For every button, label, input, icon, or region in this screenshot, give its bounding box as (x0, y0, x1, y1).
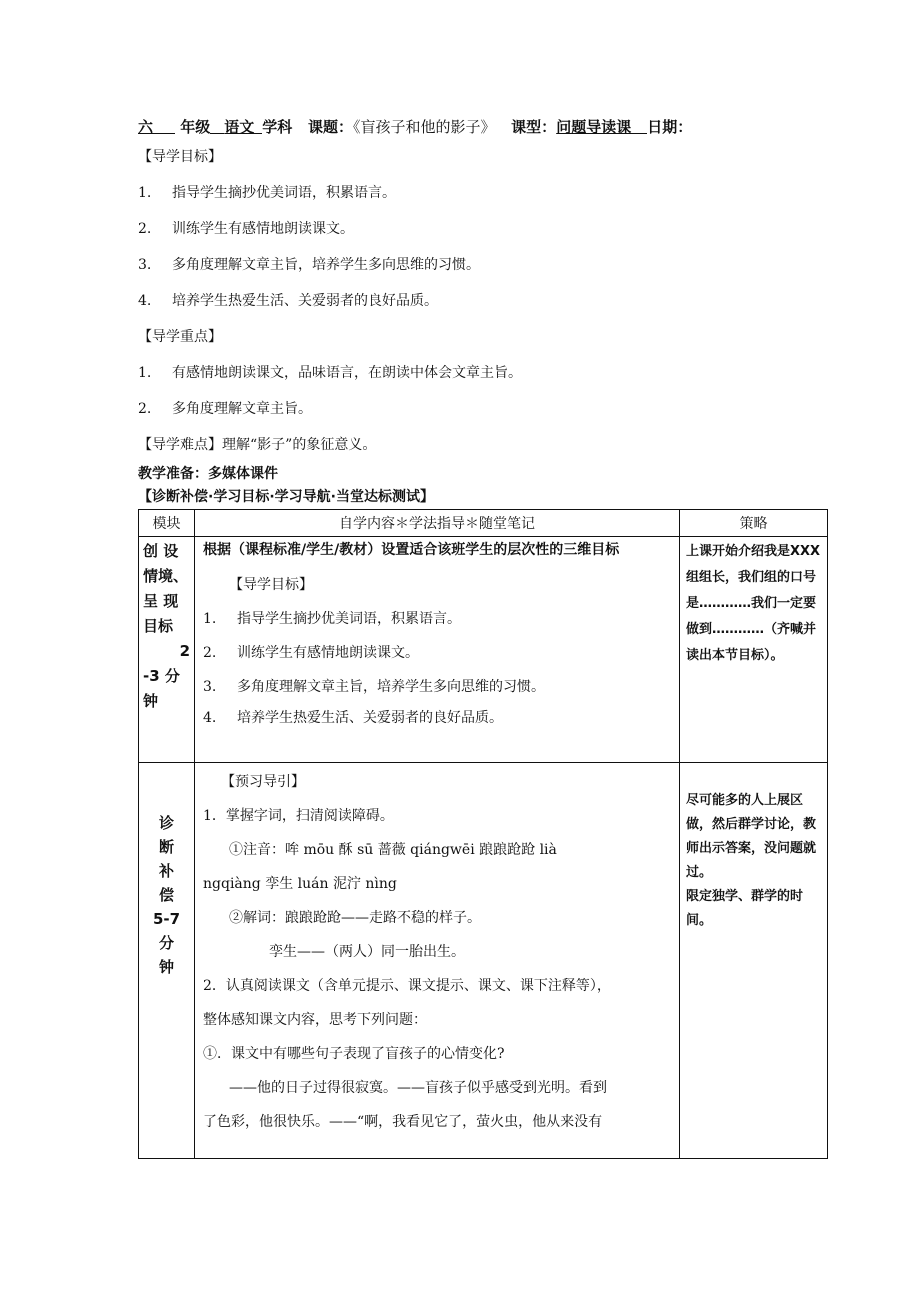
module-line: 断 (158, 838, 174, 856)
module-line: 钟 (143, 692, 159, 710)
goal-item (203, 704, 673, 732)
goals-heading-in-table: 【导学目标】 (229, 577, 313, 593)
content-cell (195, 537, 680, 763)
grade-value: 六 (138, 118, 154, 136)
module-line: 分 (158, 934, 174, 952)
intro-text: 根据（课程标准/学生/教材）设置适合该班学生的层次性的三维目标 (203, 542, 620, 558)
module-line: 目标 (143, 617, 174, 635)
keypoint-num: 1. (138, 365, 152, 381)
strategy-cell (680, 763, 828, 1159)
goal-text: 多角度理解文章主旨，培养学生多向思维的习惯。 (237, 679, 545, 695)
flow-title: 【诊断补偿·学习目标·学习导航·当堂达标测试】 (138, 489, 434, 505)
goal-text: 培养学生热爱生活、关爱弱者的良好品质。 (237, 710, 503, 726)
goal-num: 4. (138, 293, 152, 309)
type-value: 问题导读课 (556, 118, 632, 136)
keypoint-item (138, 362, 522, 382)
goal-num: 2. (138, 221, 152, 237)
difficulty-line (138, 434, 376, 454)
goal-item (138, 254, 480, 274)
subject-value: 语文 (224, 118, 255, 136)
difficulty-heading: 【导学难点】 (138, 437, 222, 453)
lesson-header (138, 116, 838, 137)
keypoint-num: 2. (138, 401, 152, 417)
goal-text: 多角度理解文章主旨，培养学生多向思维的习惯。 (172, 257, 480, 273)
goal-text: 指导学生摘抄优美词语，积累语言。 (237, 611, 461, 627)
module-line: 呈 现 (143, 592, 179, 610)
table-header-row (139, 510, 828, 537)
table-row (139, 763, 828, 1159)
header-strategy: 策略 (680, 510, 828, 537)
goal-item (203, 636, 673, 670)
header-module: 模块 (139, 510, 195, 537)
module-line: 5-7 (152, 910, 181, 928)
module-line: 诊 (158, 814, 174, 832)
preview-heading: 【预习导引】 (221, 774, 305, 790)
goal-num: 1. (138, 185, 152, 201)
answer-line: ——他的日子过得很寂寞。——盲孩子似乎感受到光明。看到 (229, 1080, 607, 1096)
teaching-prep: 教学准备：多媒体课件 (138, 466, 278, 482)
preview-item: 整体感知课文内容，思考下列问题： (203, 1012, 427, 1028)
phonetic-line: ①注音：哞 mōu 酥 sū 蔷薇 qiángwēi 踉踉跄跄 lià (229, 842, 557, 858)
topic-label: 课题： (307, 118, 353, 136)
goal-item (138, 218, 354, 238)
goal-num: 2. (203, 645, 217, 661)
goal-text: 指导学生摘抄优美词语，积累语言。 (172, 185, 396, 201)
goal-text: 训练学生有感情地朗读课文。 (237, 645, 419, 661)
module-cell (139, 763, 195, 1159)
lesson-table (138, 509, 828, 1159)
keypoint-item (138, 398, 312, 418)
module-cell (139, 537, 195, 763)
goal-item (138, 290, 438, 310)
strategy-text: 尽可能多的人上展区做，然后群学讨论，教师出示答案，没问题就过。 (686, 793, 817, 880)
grade-blank (153, 119, 175, 134)
phonetic-line: ngqiàng 孪生 luán 泥泞 nìng (203, 876, 397, 892)
type-blank (631, 119, 647, 134)
keypoints-heading: 【导学重点】 (138, 329, 222, 345)
keypoint-text: 有感情地朗读课文，品味语言，在朗读中体会文章主旨。 (172, 365, 522, 381)
definition-line: ②解词：踉踉跄跄——走路不稳的样子。 (229, 910, 481, 926)
module-line: 偿 (158, 886, 174, 904)
goal-num: 1. (203, 611, 217, 627)
topic-value: 《盲孩子和他的影子》 (352, 118, 496, 136)
type-label: 课型： (511, 118, 557, 136)
definition-line: 孪生——（两人）同一胎出生。 (269, 944, 465, 960)
strategy-cell: 上课开始介绍我是XXX组组长，我们组的口号是…………我们一定要做到…………（齐喊并读出本节目标）。 (680, 537, 828, 763)
strategy-text: 限定独学、群学的时间。 (686, 889, 804, 928)
goal-item (203, 670, 673, 704)
module-line: 2 (179, 642, 190, 660)
module-line: 创 设 (143, 542, 179, 560)
keypoint-text: 多角度理解文章主旨。 (172, 401, 312, 417)
table-row (139, 537, 828, 763)
answer-line: 了色彩，他很快乐。——“啊，我看见它了，萤火虫，他从来没有 (203, 1114, 603, 1130)
grade-label: 年级 (180, 118, 211, 136)
goal-item (203, 602, 673, 636)
date-label: 日期： (647, 118, 693, 136)
header-content: 自学内容＊学法指导＊随堂笔记 (195, 510, 680, 537)
subject-blank (210, 119, 224, 134)
goal-text: 培养学生热爱生活、关爱弱者的良好品质。 (172, 293, 438, 309)
goals-heading: 【导学目标】 (138, 149, 222, 165)
preview-item: 1．掌握字词，扫清阅读障碍。 (203, 808, 394, 824)
subject-label: 学科 (262, 118, 293, 136)
question-line: ①．课文中有哪些句子表现了盲孩子的心情变化? (203, 1046, 505, 1062)
goal-num: 3. (138, 257, 152, 273)
preview-item: 2．认真阅读课文（含单元提示、课文提示、课文、课下注释等）， (203, 978, 611, 994)
content-cell (195, 763, 680, 1159)
module-line: 补 (158, 862, 174, 880)
goal-text: 训练学生有感情地朗读课文。 (172, 221, 354, 237)
goal-item (138, 182, 396, 202)
module-line: 情境、 (143, 567, 189, 585)
goal-num: 4. (203, 710, 217, 726)
module-line: 钟 (158, 958, 174, 976)
difficulty-text: 理解“影子”的象征意义。 (222, 437, 377, 453)
module-line: -3 分 (143, 667, 180, 685)
goal-num: 3. (203, 679, 217, 695)
